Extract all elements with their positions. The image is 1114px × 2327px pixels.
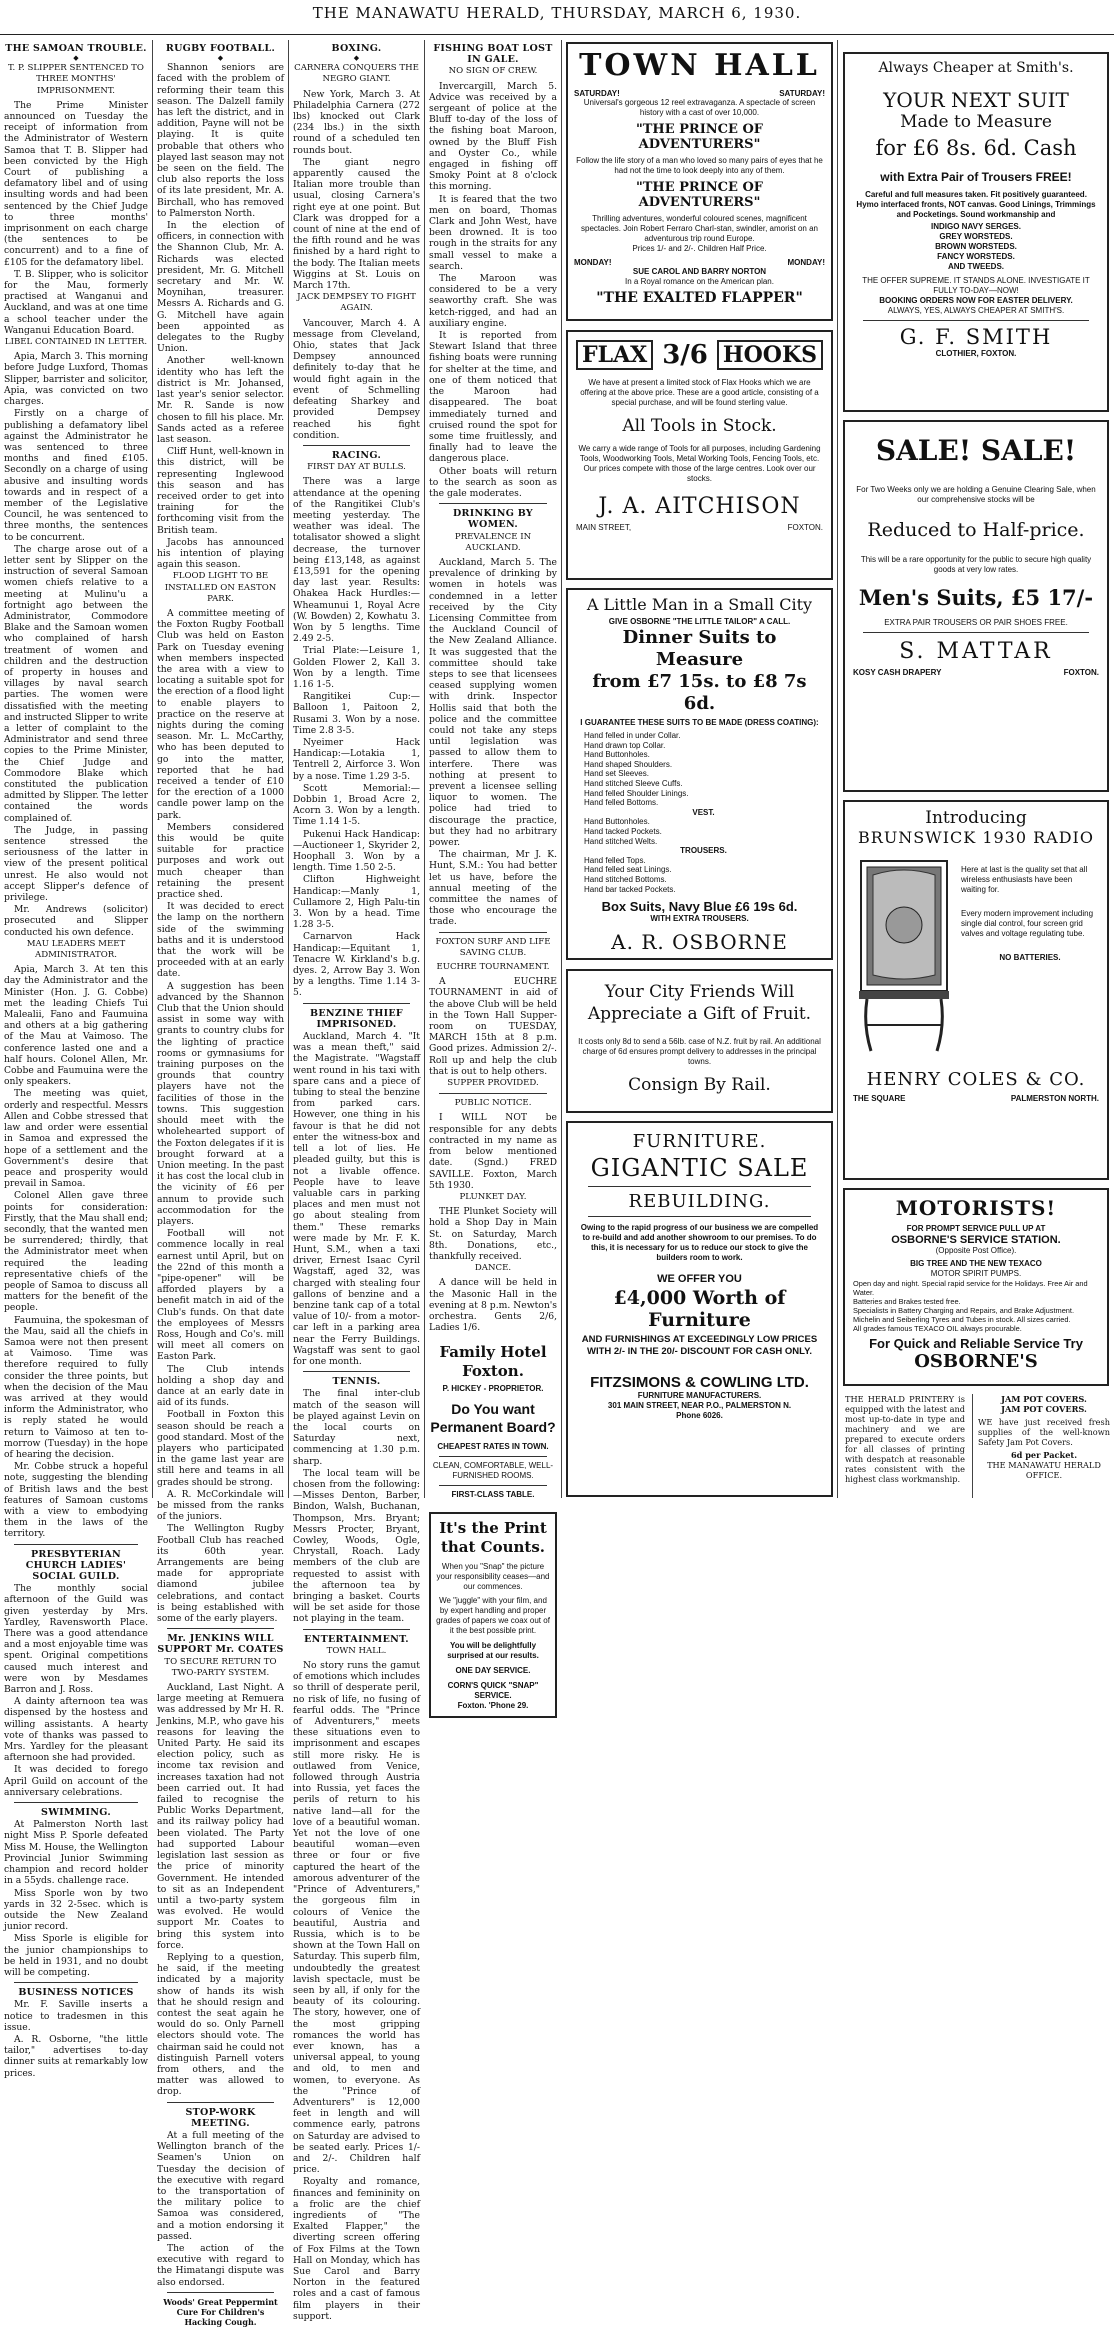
paragraph: Apia, March 3. This morning before Judge Luxford, Thomas Slipper, barrister and solicitor, Apia, was convicted on two charges. — [4, 351, 148, 408]
day-label: SATURDAY! — [574, 89, 620, 98]
smith-offer: THE OFFER SUPREME. IT STANDS ALONE. INVESTIGATE IT FULLY TO-DAY—NOW! — [862, 276, 1090, 295]
osborne-tailor-advert — [566, 588, 833, 960]
paragraph: New York, March 3. At Philadelphia Carnera (272 lbs) knocked out Clark (234 lbs.) in the sixth round of a scheduled ten rounds bout. — [293, 88, 420, 156]
radio-cabinet-icon — [853, 855, 955, 1055]
fruit-headline: Your City Friends Will Appreciate a Gift of Fruit. — [587, 982, 812, 1024]
paragraph: Members considered this would be quite suitable for practice purposes and work out much cheaper than retaining the present practice shed. — [157, 821, 284, 901]
furniture-sub: FURNITURE MANUFACTURERS. — [637, 1391, 762, 1400]
paragraph: The Wellington Rugby Football Club has reached its 60th year. Arrangements are being made for appropriate diamond jubilee celebrations, and contact is being established with some of the early players. — [157, 1523, 284, 1625]
paragraph: A. R. Osborne, "the little tailor," advertises to-day dinner suits at remarkably low prices. — [4, 2033, 148, 2079]
paragraph: A dance will be held in the Masonic Hall in the evening at 8 p.m. Newton's orchestra. Gents 2/6, Ladies 1/6. — [429, 1277, 557, 1334]
subheadline: PREVALENCE IN AUCKLAND. — [454, 531, 532, 553]
radio-advert — [843, 800, 1109, 1180]
rule — [863, 320, 1089, 321]
column-3 — [293, 40, 420, 2322]
headline: STOP-WORK MEETING. — [185, 2106, 256, 2129]
paragraph: A committee meeting of the Foxton Rugby Football Club was held on Easton Park on Tuesday evening when members inspected the area with a view to locating a suitable spot for the erection of a flood light to enable players to practice on the reserve at nights during the coming season. Mr. L. McCarthy, who has been deputed to go into the matter, reported that he had received a tender of £10 for the erection of a 1000 candle power lamp on the park. — [157, 607, 284, 821]
list-item: Hand shaped Shoulders. — [584, 759, 673, 769]
printery-notice — [845, 1394, 965, 1498]
rule — [439, 1485, 547, 1486]
fruit-text: It costs only 8d to send a 56lb. case of N.Z. fruit by rail. An additional charge of 6d ensures prompt delivery to addresses in the principal towns. — [578, 1037, 821, 1066]
radio-nobatteries: NO BATTERIES. — [999, 953, 1061, 962]
motorists-pumps: BIG TREE AND THE NEW TEXACO — [910, 1259, 1042, 1268]
mattar-text: This will be a rare opportunity for the public to secure high quality goods at very low rates. — [860, 555, 1092, 574]
furniture-title: FURNITURE. — [632, 1131, 767, 1152]
masthead: THE MANAWATU HERALD, THURSDAY, MARCH 6, 1930. — [312, 4, 802, 22]
film-title: "THE PRINCE OF ADVENTURERS" — [635, 122, 764, 152]
furniture-rebuilding: REBUILDING. — [628, 1191, 771, 1212]
osborne-call: GIVE OSBORNE "THE LITTLE TAILOR" A CALL. — [608, 617, 791, 626]
rule — [167, 1628, 274, 1629]
paragraph: Mr. Andrews (solicitor) prosecuted and Slipper conducted his own defence. — [4, 904, 148, 938]
radio-town: PALMERSTON NORTH. — [1010, 1094, 1099, 1103]
day-label: MONDAY! — [574, 258, 612, 267]
print-shop: CORN'S QUICK "SNAP" SERVICE. — [447, 1681, 539, 1701]
list-item: Hand felled in under Collar. — [584, 731, 681, 740]
headline: RUGBY FOOTBALL. — [165, 43, 276, 54]
motorists-text: FOR PROMPT SERVICE PULL UP AT — [906, 1224, 1046, 1233]
paragraph: Football in Foxton this season should be reach a good standard. Most of the players who participated in the game last year are still here and teams in all grades should be strong. — [157, 1409, 284, 1488]
paragraph: Other boats will return to the search as soon as the gale moderates. — [429, 465, 557, 499]
mattar-suits: Men's Suits, £5 17/- — [858, 585, 1094, 610]
furniture-text: Owing to the rapid progress of our business we are compelled to re-build and add another showroom to our premises. To do this, it is necessary for us to reduce our stock to give the builders room to work. — [580, 1223, 819, 1262]
list-item: Hand tacked Pockets. — [584, 826, 662, 836]
paragraph: Miss Sporle won by two yards in 32 2-5sec. which is outside the New Zealand junior record. — [4, 1887, 148, 1933]
paragraph: The Club intends holding a shop day and dance at an early date in aid of its funds. — [157, 1363, 284, 1409]
subheadline: PLUNKET DAY. — [459, 1191, 527, 1202]
headline: BENZINE THIEF IMPRISONED. — [310, 1007, 403, 1030]
radio-body — [853, 855, 1099, 1055]
furniture-sale: GIGANTIC SALE — [590, 1154, 809, 1182]
paragraph: T. B. Slipper, who is solicitor for the Mau, formerly practised at Wanganui and Auckland, and was at one time a school teacher under the Wanganui Education Board. — [4, 268, 148, 336]
headline: BUSINESS NOTICES — [18, 1987, 134, 1999]
motorists-slogan: For Quick and Reliable Service Try — [869, 1336, 1083, 1351]
smith-text: Careful and full measures taken. Fit positively guaranteed. Hymo interfaced fronts, NOT canvas. Good Linings, Trimmings and Pocketings. Sound workmanship and — [856, 190, 1096, 219]
paragraph: The meeting was quiet, orderly and respectful. Messrs Allen and Cobbe stressed that law and order were essential in Samoa and expressed the hope of a settlement and the Government's desire that peace and prosperity would prevail in Samoa. — [4, 1088, 148, 1190]
paragraph: Firstly on a charge of publishing a defamatory libel against the Administrator he was sentenced to three months and fined £105. Secondly on a charge of using abusive and insulting words towards and in respect of a member of the Legislative Council, he was sentenced to three months, the sentences to be concurrent. — [4, 408, 148, 543]
day-label: MONDAY! — [787, 258, 825, 267]
paragraph: The monthly social afternoon of the Guild was given yesterday by Mrs. Yardley, Ravensworth Place. There was a good attendance and a most enjoyable time was spent. Original competitions caused much interest and were won by Mesdames Barron and J. Ross. — [4, 1583, 148, 1696]
paragraph: No story runs the gamut of emotions which includes so thrill of desperate peril, no risk of life, no fusing of fearful odds. The "Prince of Adventurers," meets these situations even to imprisonment and escapes still more risky. He is outlawed from Venice, followed through Austria into Russia, yet faces the perils of return to his native land—all for the love of a beautiful woman. Yet not the love of one beautiful woman—even three or four or five captured the heart of the amorous adventurer of the "Prince of Adventurers," the gorgeous film in colours of Venice the beautiful, Austria and Russia, which is to be shown at the Town Hall on Saturday. This superb film, undoubtedly the greatest lavish spectacle, must be seen by all, if only for the beauty of its colouring. The story, however, one of the most gripping romances the world has ever known, has a universal appeal, to young and old, to men and women, to everyone. As the "Prince of Adventurers" is 12,000 feet in length and will commence early, patrons on Saturday are advised to be seated early. Prices 1/- and 2/-. Children half price. — [293, 1660, 420, 2176]
subheadline: PUBLIC NOTICE. — [454, 1098, 532, 1109]
paragraph: At a full meeting of the Wellington branch of the Seamen's Union on Tuesday the decision of the executive with regard to the transportation of the military police to Samoa was considered, and a motion endorsing it passed. — [157, 2129, 284, 2242]
paragraph: A. R. McCorkindale will be missed from the ranks of the juniors. — [157, 1488, 284, 1523]
radio-text: Every modern improvement including single dial control, four screen grid valves and voltage regulating tube. — [961, 909, 1094, 938]
list-heading: VEST. — [692, 807, 715, 817]
radio-location: THE SQUARE — [853, 1094, 906, 1103]
paragraph: Pukenui Hack Handicap:—Auctioneer 1, Skyrider 2, Hoophall 3. Won by a length. Time 1.50 2-5. — [293, 828, 420, 874]
furniture-phone: Phone 6026. — [676, 1411, 723, 1420]
mattar-extra: EXTRA PAIR TROUSERS OR PAIR SHOES FREE. — [884, 618, 1068, 627]
list-item: Open day and night. Special rapid service for the Holidays. Free Air and Water. — [853, 1279, 1088, 1297]
rule — [167, 2292, 274, 2293]
osborne-extra: WITH EXTRA TROUSERS. — [650, 914, 749, 924]
townhall-text: In a Royal romance on the American plan. — [625, 277, 774, 286]
rule — [439, 1093, 547, 1094]
list-item: Michelin and Seiberling Tyres and Tubes in stock. All sizes carried. — [853, 1315, 1071, 1324]
paragraph: It is reported from Stewart Island that three fishing boats were running for shelter at the time, and one of them noticed that the Maroon had disappeared. The boat immediately turned and cruised round the spot for some time fruitlessly, and finally had to leave the dangerous place. — [429, 330, 557, 465]
paragraph: The Judge, in passing sentence stressed the seriousness of the latter in view of the present political unrest. He also would not accept Slipper's defence of privilege. — [4, 824, 148, 904]
hotel-table: FIRST-CLASS TABLE. — [451, 1490, 535, 1500]
paragraph: Shannon seniors are faced with the problem of reforming their team this season. The Dalzell family has left the district, and in addition, Payne will not be playing. It is quite probable that others who played last season may not be seen on the field. The club also reports the loss of its late president, Mr. A. Birchall, who has removed to Palmerston North. — [157, 62, 284, 219]
flax-title — [576, 340, 823, 370]
rule — [14, 1802, 138, 1803]
list-item: AND TWEEDS. — [948, 262, 1004, 271]
paragraph: Jacobs has announced his intention of playing again this season. — [157, 536, 284, 571]
headline: Mr. JENKINS WILL SUPPORT Mr. COATES — [157, 1633, 284, 1656]
address-street: MAIN STREET, — [576, 523, 632, 532]
mattar-footer — [853, 668, 1099, 677]
radio-text: Here at last is the quality set that all wireless enthusiasts have been waiting for. — [961, 865, 1088, 894]
paragraph: Nyeimer Hack Handicap:—Lotakia 1, Tentrell 2, Airforce 3. Won by a nose. Time 1.29 3-5. — [293, 736, 420, 782]
list-item: Hand set Sleeves. — [584, 769, 649, 779]
townhall-title: TOWN HALL — [579, 48, 820, 83]
subheadline: NO SIGN OF CREW. — [448, 66, 538, 77]
jampot-text: WE have just received fresh supplies of the well-known Safety Jam Pot Covers. — [978, 1417, 1110, 1447]
smith-booking: BOOKING ORDERS NOW FOR EASTER DELIVERY. — [879, 296, 1073, 305]
divider: ◆ — [73, 54, 79, 63]
list-heading: TROUSERS. — [680, 846, 727, 856]
paragraph: Clifton Highweight Handicap:—Manly 1, Cullamore 2, High Palu-tin 3. Won by a head. Time 1.28 3-5. — [293, 874, 420, 931]
flax-title-word: HOOKS — [717, 340, 823, 370]
osborne-headline: A Little Man in a Small City — [586, 595, 813, 614]
paragraph: Auckland, March 5. The prevalence of drinking by women in hotels was condemned in a letter received by the City Licensing Committee from the Auckland Council of the New Zealand Alliance. It was suggested that the committee should take steps to see that licensees ceased supplying women with drink. Inspector Hollis said that both the police and the committee could not take any steps until legislation was passed to allow them to interfere. There was nothing at present to prevent a licensee selling liquor to women. The police had tried to discourage the practice, but they had no arbitrary power. — [429, 556, 557, 849]
osborne-list — [576, 731, 823, 894]
furniture-amount: £4,000 Worth of Furniture — [613, 1287, 786, 1331]
furniture-text: AND FURNISHINGS AT EXCEEDINGLY LOW PRICES WITH 2/- IN THE 20/- DISCOUNT FOR CASH ONLY. — [581, 1334, 818, 1357]
print-title: It's the Print that Counts. — [439, 1519, 547, 1557]
list-item: All grades famous TEXACO OIL always procurable. — [853, 1324, 1022, 1333]
smith-extra: with Extra Pair of Trousers FREE! — [880, 170, 1072, 184]
list-item: Batteries and Brakes tested free. — [853, 1297, 961, 1306]
rule — [303, 1629, 410, 1630]
subheadline: MAU LEADERS MEET ADMINISTRATOR. — [26, 938, 126, 961]
subheadline: DANCE. — [474, 1263, 512, 1274]
mattar-sale: SALE! SALE! — [875, 434, 1077, 467]
paragraph: Trial Plate:—Leisure 1, Golden Flower 2, Kall 3. Won by a length. Time 1.16 1-5. — [293, 645, 420, 690]
flax-title-word: FLAX — [576, 340, 653, 370]
list-item: Hand felled Tops. — [584, 855, 646, 865]
subheadline: TOWN HALL. — [326, 1645, 387, 1656]
column-divider — [972, 1394, 973, 1498]
day-label: SATURDAY! — [779, 89, 825, 98]
subheadline: T. P. SLIPPER SENTENCED TO THREE MONTHS' IMPRISONMENT. — [8, 63, 144, 96]
motorists-pumps: MOTOR SPIRIT PUMPS. — [930, 1269, 1022, 1278]
list-item: Hand Buttonholes. — [584, 750, 650, 760]
list-item: Hand bar tacked Pockets. — [584, 884, 676, 894]
rule — [303, 445, 410, 446]
address-town: FOXTON. — [787, 523, 823, 532]
paragraph: At Palmerston North last night Miss P. Sporle defeated Miss M. House, the Wellington Provincial Junior Swimming champion and record holder in a 55yds. challenge race. — [4, 1819, 148, 1887]
column-divider — [424, 40, 425, 1498]
smith-sub: CLOTHIER, FOXTON. — [935, 349, 1017, 358]
townhall-text: Thrilling adventures, wonderful coloured scenes, magnificent spectacles. Join Robert Ferraro Charl-stan, swindler, amorist on an adventurous trip round Europe. — [581, 214, 818, 243]
column-divider — [288, 40, 289, 1498]
rule — [14, 1982, 138, 1983]
list-item: GREY WORSTEDS. — [939, 232, 1013, 241]
motorists-name: OSBORNE'S — [914, 1351, 1038, 1372]
headline: TENNIS. — [332, 1376, 381, 1388]
list-item: Hand felled seat Linings. — [584, 865, 672, 875]
osborne-guarantee: I GUARANTEE THESE SUITS TO BE MADE (DRESS COATING): — [580, 718, 819, 727]
column-divider — [561, 40, 562, 1498]
smith-always: ALWAYS, YES, ALWAYS CHEAPER AT SMITH'S. — [887, 306, 1065, 315]
hotel-rates: CHEAPEST RATES IN TOWN. — [437, 1442, 549, 1452]
paragraph: Mr. Cobbe struck a hopeful note, suggesting the blending of British laws and the best features of Samoan customs with a view to embodying them in the laws of the territory. — [4, 1461, 148, 1540]
paragraph: It is feared that the two men on board, Thomas Clark and John West, have been drowned. It is too rough in the straits for any small vessel to make a search. — [429, 193, 557, 272]
subheadline: FOXTON SURF AND LIFE SAVING CLUB. — [435, 936, 551, 958]
paragraph: The Prime Minister announced on Tuesday the receipt of information from the Administrator of Western Samoa that T. B. Slipper had been convicted by the High Court of publishing a defamatory libel and of using insulting words and had been sentenced by the Chief Judge to three months' imprisonment on each charge (the sentences to be concurrent) and to a fine of £105 for the defamatory libel. — [4, 99, 148, 268]
osborne-box-suits: Box Suits, Navy Blue £6 19s 6d. — [601, 899, 798, 915]
paragraph: The charge arose out of a letter sent by Slipper on the instruction of several Samoan women chiefs relative to a meeting at Mulinu'u a fortnight ago between the Administrator, Commodore Blake and the Samoan women who complained of harsh treatment of women and children and the destruction of property in houses and villages by naval search parties. The women were dissatisfied with the meeting and instructed Slipper to write a letter of complaint to the Administrator and send three copies to the Prime Minister, the Chief Judge and Commodore Blake which constituted the publication admitted by Slipper. The letter contained the words complained of. — [4, 543, 148, 824]
print-service: ONE DAY SERVICE. — [455, 1666, 531, 1676]
aitchison-name: J. A. AITCHISON — [598, 494, 801, 519]
townhall-stars: SUE CAROL AND BARRY NORTON — [632, 267, 767, 276]
paragraph: The Maroon was considered to be a very seaworthy craft. She was ketch-rigged, and had an auxiliary engine. — [429, 273, 557, 329]
paragraph: Royalty and romance, finances and femininity on a frolic are the chief ingredients of "The Exalted Flapper," the diverting screen offering of Fox Films at the Town Hall on Monday, which has Sue Carol and Barry Norton in the featured roles and a cast of famous film players in their support. — [293, 2176, 420, 2322]
print-text: We "juggle" with your film, and by expert handling and proper grades of papers we coax out of it the best possible print. — [436, 1596, 550, 1636]
paragraph: It was decided to erect the lamp on the northern side of the swimming baths and it is understood that the work will be proceeded with at an early date. — [157, 901, 284, 980]
headline: FISHING BOAT LOST IN GALE. — [433, 43, 553, 66]
paragraph: Auckland, March 4. "It was a mean theft," said the Magistrate. "Wagstaff went round in his taxi with spare cans and a piece of tubing to steal the benzine from parked cars. However, one thing in his favour is that he did not enter the witness-box and tell a lot of lies. He pleaded guilty, but this is not a livable offence. People have to leave valuable cars in parking places and men must not go about stealing from them." These remarks were made by Mr. F. K. Hunt, S.M., when a taxi driver, Ernest Isaac Cyril Wagstaff, aged 32, was charged with stealing four gallons of benzine and a benzine tank cap of a total value of 10/- from a motor-car left in a parking area near the Ferry Buildings. Wagstaff was sent to gaol for one month. — [293, 1031, 420, 1367]
smith-price: for £6 8s. 6d. Cash — [875, 136, 1077, 160]
paragraph: Scott Memorial:—Dobbin 1, Broad Acre 2, Acorn 3. Won by a length. Time 1.14 1-5. — [293, 782, 420, 828]
osborne-name: A. R. OSBORNE — [611, 930, 788, 955]
smith-advert — [843, 52, 1109, 412]
smith-name: G. F. SMITH — [899, 325, 1053, 349]
radio-intro: Introducing — [925, 808, 1027, 828]
jampot-notice — [978, 1394, 1110, 1498]
flax-hooks-advert — [566, 330, 833, 580]
mattar-advert — [843, 420, 1109, 792]
list-item: FANCY WORSTEDS. — [937, 252, 1015, 261]
paragraph: In the election of officers, in connection with the Shannon Club, Mr. A. Richards was elected president, Mr. G. Mitchell secretary and Mr. W. Moynihan, treasurer. Messrs A. Richards and G. G. Mitchell have again been appointed as delegates to the Rugby Union. — [157, 220, 284, 355]
hotel-question: Do You want Permanent Board? — [430, 1401, 556, 1436]
paragraph: Faumuina, the spokesman of the Mau, said all the chiefs in Samoa were not then present at Vaimoso. Time was therefore required to fully consider the three points, but when the decision of the Mau was arrived at they would inform the Administrator, who is reply stated he would return to Vaimoso at ten to-morrow (Tuesday) in the hope of hearing the decision. — [4, 1314, 148, 1460]
column-4 — [429, 40, 557, 1711]
radio-footer — [853, 1094, 1099, 1103]
townhall-day-row — [574, 89, 825, 98]
headline: BOXING. — [331, 43, 382, 54]
subheadline: SUPPER PROVIDED. — [447, 1078, 539, 1089]
print-text: When you "Snap" the picture your responsibility ceases—and our commences. — [436, 1562, 550, 1592]
furniture-offer: WE OFFER YOU — [657, 1273, 742, 1285]
list-item: Hand stitched Welts. — [584, 836, 658, 846]
subheadline: TO SECURE RETURN TO TWO-PARTY SYSTEM. — [164, 1656, 277, 1678]
radio-company: HENRY COLES & CO. — [866, 1069, 1086, 1090]
townhall-text: Follow the life story of a man who loved so many pairs of eyes that he had not the time to look deeply into any of them. — [576, 156, 823, 175]
list-item: INDIGO NAVY SERGES. — [931, 222, 1021, 231]
rule — [439, 1456, 547, 1457]
aitchison-address — [576, 523, 823, 532]
paragraph: Auckland, Last Night. A large meeting at Remuera was addressed by Mr H. R. Jenkins, M.P., who gave his reasons for leaving the United Party. He said its election policy, such as income tax revision and increases taxation had not been carried out. It had failed to recognise the Public Works Department, and its railway policy had been violated. The Party had supported Labour legislation last session as the price of minority Government. He intended to sit as an Independent until a two-party system was evolved. He would support Mr. Coates to bring this system into force. — [157, 1682, 284, 1951]
flax-tools: All Tools in Stock. — [622, 416, 777, 436]
headline: RACING. — [331, 449, 382, 461]
fruit-advert — [566, 969, 833, 1113]
headline: ENTERTAINMENT. — [304, 1633, 409, 1645]
smith-headline: Made to Measure — [900, 112, 1052, 132]
osborne-dinner: Dinner Suits to Measure — [622, 627, 777, 670]
divider: ◆ — [217, 54, 224, 63]
paragraph: A EUCHRE TOURNAMENT in aid of the above Club will be held in the Town Hall Supper-room on TUESDAY, MARCH 15th at 8 p.m. Good prizes. Admission 2/-. Roll up and help the club that is out to help others. — [429, 976, 557, 1077]
mattar-store: KOSY CASH DRAPERY — [853, 668, 942, 677]
flax-price: 3/6 — [662, 340, 708, 370]
paragraph: The local team will be chosen from the following:—Misses Denton, Barber, Bindon, Walsh, Buchanan, Thompson, Mrs. Bryant; Messrs Procter, Bryant, Cowley, Woods, Ogle, Chrystall, Roach. Lady members of the club are requested to assist with the afternoon tea by bringing a basket. Courts will be set aside for those not playing in the team. — [293, 1467, 420, 1625]
list-item: BROWN WORSTEDS. — [935, 242, 1017, 251]
hotel-proprietor: P. HICKEY - PROPRIETOR. — [442, 1384, 544, 1394]
jampot-office: THE MANAWATU HERALD OFFICE. — [987, 1460, 1101, 1480]
rule — [439, 503, 547, 504]
radio-title: BRUNSWICK 1930 RADIO — [858, 828, 1094, 847]
motorists-opposite: (Opposite Post Office). — [935, 1246, 1017, 1255]
paragraph: Mr. F. Saville inserts a notice to tradesmen in this issue. — [4, 1999, 148, 2033]
paragraph: Cliff Hunt, well-known in this district, will be representing Inglewood this season and has received order to get into training for the forthcoming visit from the British team. — [157, 446, 284, 536]
furniture-advert — [566, 1121, 833, 1497]
paragraph: Carnarvon Hack Handicap:—Equitant 1, Tenacre W. Kirkland's b.g. dyes. 2, Arrow Bay 3. Won by a lengths. Time 1.14 3-5. — [293, 931, 420, 999]
osborne-price: from £7 15s. to £8 7s 6d. — [592, 671, 807, 714]
motorists-list — [853, 1279, 1099, 1333]
townhall-text: Universal's gorgeous 12 reel extravaganza. A spectacle of screen history with a cast of over 10,000. — [583, 98, 816, 117]
flax-text: We carry a wide range of Tools for all purposes, including Gardening Tools, Woodworking Tools, Metal Working Tools, Fencing Tools, etc. Our prices compete with those of the large centres. Look over our stocks. — [578, 444, 821, 483]
hotel-advert — [429, 1343, 557, 1500]
subheadline: EUCHRE TOURNAMENT. — [436, 962, 550, 973]
film-title: "THE EXALTED FLAPPER" — [596, 290, 803, 306]
jampot-title: JAM POT COVERS. — [1001, 1404, 1087, 1414]
subheadline: JACK DEMPSEY TO FIGHT AGAIN. — [297, 292, 416, 314]
smith-top: Always Cheaper at Smith's. — [878, 60, 1074, 76]
column-divider — [152, 40, 153, 1498]
radio-text-block — [955, 855, 1099, 1055]
rule — [588, 1216, 811, 1217]
rule — [439, 932, 547, 933]
paragraph: Invercargill, March 5. Advice was received by a sergeant of police at the Bluff to-day of the loss of the fishing boat Maroon, owned by the Bluff Fish and Oyster Co., while engaged in fishing off Smoky Point at 8 o'clock this morning. — [429, 80, 557, 193]
headline: SWIMMING. — [41, 1807, 111, 1819]
paragraph: The chairman, Mr J. K. Hunt, S.M.: You had better let us have, before the annual meeting of the committee the names of those who encourage the trade. — [429, 849, 557, 928]
list-item: Hand stitched Sleeve Cuffs. — [584, 778, 683, 788]
mattar-town: FOXTON. — [1063, 668, 1099, 677]
list-item: Hand felled Shoulder Linings. — [584, 788, 689, 798]
column-2 — [157, 40, 284, 2327]
paragraph: The giant negro apparently caused the Italian more trouble than usual, closing Carnera's right eye at one point. But Clark was dropped for a count of nine at the end of the fifth round and he was finished by a hard right to the body. The Italian meets Wiggins at St. Louis on March 17th. — [293, 156, 420, 292]
film-title: "THE PRINCE OF ADVENTURERS" — [635, 180, 764, 210]
list-item: Hand Buttonholes. — [584, 817, 650, 827]
mattar-text: For Two Weeks only we are holding a Genuine Clearing Sale, when our comprehensive stocks will be — [856, 485, 1096, 504]
subheadline: FIRST DAY AT BULLS. — [307, 462, 406, 473]
rule — [303, 1003, 410, 1004]
print-footer: Foxton. 'Phone 29. — [457, 1701, 529, 1711]
mattar-name: S. MATTAR — [899, 639, 1053, 664]
list-item: Hand felled Bottoms. — [584, 798, 659, 808]
rule — [863, 632, 1089, 633]
paragraph: I WILL NOT be responsible for any debts contracted in my name as from below mentioned date. (Sgnd.) FRED SAVILLE. Foxton, March 5th 1930. — [429, 1112, 557, 1191]
subheadline: FLOOD LIGHT TO BE INSTALLED ON EASTON PARK. — [164, 571, 277, 604]
motorists-title: MOTORISTS! — [895, 1196, 1057, 1220]
column-divider — [837, 40, 838, 1498]
rule — [303, 1371, 410, 1372]
paragraph: It was decided to forego April Guild on account of the anniversary celebrations. — [4, 1764, 148, 1798]
fruit-rail: Consign By Rail. — [628, 1075, 771, 1095]
hotel-rooms: CLEAN, COMFORTABLE, WELL-FURNISHED ROOMS. — [432, 1461, 554, 1481]
motorists-station: OSBORNE'S SERVICE STATION. — [891, 1234, 1061, 1246]
motorists-advert — [843, 1188, 1109, 1386]
townhall-day-row — [574, 258, 825, 267]
jampot-title: JAM POT COVERS. — [1001, 1394, 1087, 1404]
paragraph: There was a large attendance at the opening of the Rangitikei Club's meeting yesterday. The weather was ideal. The totalisator showed a slight decrease, the turnover being £13,148, as against £13,591 for the opening day last year. Results: Ohakea Hack Hurdles:—Wheamunui 1, Royal Acre (W. Bowden) 2, Kowhatu 3. Won by 5 lengths. Time 2.49 2-5. — [293, 476, 420, 645]
masthead-rule — [0, 34, 1114, 35]
furniture-company: FITZSIMONS & COWLING LTD. — [590, 1374, 809, 1391]
smith-list — [853, 222, 1099, 272]
flax-text: We have at present a limited stock of Flax Hooks which we are offering at the above price. These are a good article, consisting of a special purchase, and will be found sterling value. — [580, 378, 819, 407]
townhall-prices: Prices 1/- and 2/-. Children Half Price. — [632, 244, 767, 253]
rule — [588, 1186, 811, 1187]
list-item: Hand drawn top Collar. — [584, 740, 666, 750]
advert-line: Woods' Great Peppermint Cure For Children's Hacking Cough. — [163, 2296, 278, 2327]
paragraph: Another well-known identity who has left the district is Mr. Johansed, last year's senior selector. Mr. R. Sande is now chosen to fill his place. Mr. Sands acted as a referee last season. — [157, 355, 284, 445]
paragraph: The action of the executive with regard to the Himatangi dispute was also endorsed. — [157, 2243, 284, 2288]
paragraph: Football will not commence locally in real earnest until April, but on the 22nd of this month a "pipe-opener" will be afforded players by a benefit match in aid of the Club's funds. On that date the employees of Messrs Ross, Hough and Co's. mill will meet all comers on Easton Park. — [157, 1228, 284, 1363]
divider: ◆ — [353, 54, 360, 63]
paragraph: A dainty afternoon tea was dispensed by the hostess and willing assistants. A hearty vote of thanks was passed to Mrs. Yardley for the pleasant afternoon she had provided. — [4, 1696, 148, 1764]
printery-text: THE HERALD PRINTERY is equipped with the latest and most up-to-date in type and machinery and we are prepared to execute orders for all classes of printing with despatch at reasonable rates consistent with the highest class workmanship. — [845, 1394, 965, 1484]
paragraph: Vancouver, March 4. A message from Cleveland, Ohio, states that Jack Dempsey announced definitely to-day that he would fight again in the event of Schmelling defeating Sharkey and provided Dempsey reached his fight condition. — [293, 317, 420, 441]
print-advert — [429, 1512, 557, 1718]
paragraph: Replying to a question, he said, if the meeting indicated by a majority show of hands its wish that he should resign and contest the seat again he would do so. Only Parnell electors should vote. The chairman said he could not distinguish Parnell voters from others, and the matter was allowed to drop. — [157, 1951, 284, 2098]
column-1 — [4, 40, 148, 2079]
subheadline: CARNERA CONQUERS THE NEGRO GIANT. — [294, 63, 419, 85]
print-text: You will be delightfully surprised at our results. — [447, 1641, 539, 1661]
subheadline: LIBEL CONTAINED IN LETTER. — [4, 337, 148, 348]
rule — [167, 2102, 274, 2103]
mattar-reduced: Reduced to Half-price. — [867, 519, 1085, 541]
paragraph: The final inter-club match of the season will be played against Levin on the local courts on Saturday next, commencing at 1.30 p.m. sharp. — [293, 1388, 420, 1467]
list-item: Specialists in Battery Charging and Repairs, and Brake Adjustment. — [853, 1306, 1075, 1315]
headline: DRINKING BY WOMEN. — [452, 508, 533, 531]
headline: PRESBYTERIAN CHURCH LADIES' SOCIAL GUILD. — [25, 1548, 127, 1583]
paragraph: Rangitikei Cup:—Balloon 1, Paitoon 2, Rusami 3. Won by a nose. Time 2.8 3-5. — [293, 691, 420, 736]
rule — [14, 1544, 138, 1545]
jampot-price: 6d per Packet. — [1010, 1450, 1078, 1460]
townhall-advert — [566, 42, 833, 321]
furniture-address: 301 MAIN STREET, NEAR P.O., PALMERSTON N. — [607, 1401, 792, 1410]
paragraph: THE Plunket Society will hold a Shop Day in Main St. on Saturday, March 8th. Donations, etc., thankfully received. — [429, 1206, 557, 1262]
paragraph: Apia, March 3. At ten this day the Administrator and the Minister (Hon. J. G. Cobbe) met the leading Chiefs Tui Malealii, Fano and Faumuina and others at a big gathering of the Mau at Vaimoso. The conference lasted one and a half hours. Colonel Allen, Mr. Cobbe and Faumuina were the only speakers. — [4, 964, 148, 1088]
list-item: Hand stitched Bottoms. — [584, 874, 667, 884]
headline: THE SAMOAN TROUBLE. — [5, 43, 147, 54]
paragraph: Colonel Allen gave three points for consideration: Firstly, that the Mau shall end; secondly, that the wanted men be surrendered; thirdly, that the Administrator meet when required the leading representative chiefs of the people of Samoa to discuss all matters for the benefit of the people. — [4, 1190, 148, 1314]
smith-headline: YOUR NEXT SUIT — [883, 88, 1069, 112]
hotel-title: Family Hotel Foxton. — [439, 1343, 547, 1381]
paragraph: Miss Sporle is eligible for the junior championships to be held in 1931, and no doubt will be competing. — [4, 1933, 148, 1978]
paragraph: A suggestion has been advanced by the Shannon Club that the Union should assist in some way with grants to country clubs for the lighting of practice rooms or gymnasiums for training purposes on the grounds that country players have not the facilities of those in the towns. This suggestion should meet with the wholehearted support of the Foxton delegates if it is brought forward at a Union meeting. In the past it has cost the local club in the vicinity of £6 per annum to provide such accommodation for the players. — [157, 980, 284, 1227]
